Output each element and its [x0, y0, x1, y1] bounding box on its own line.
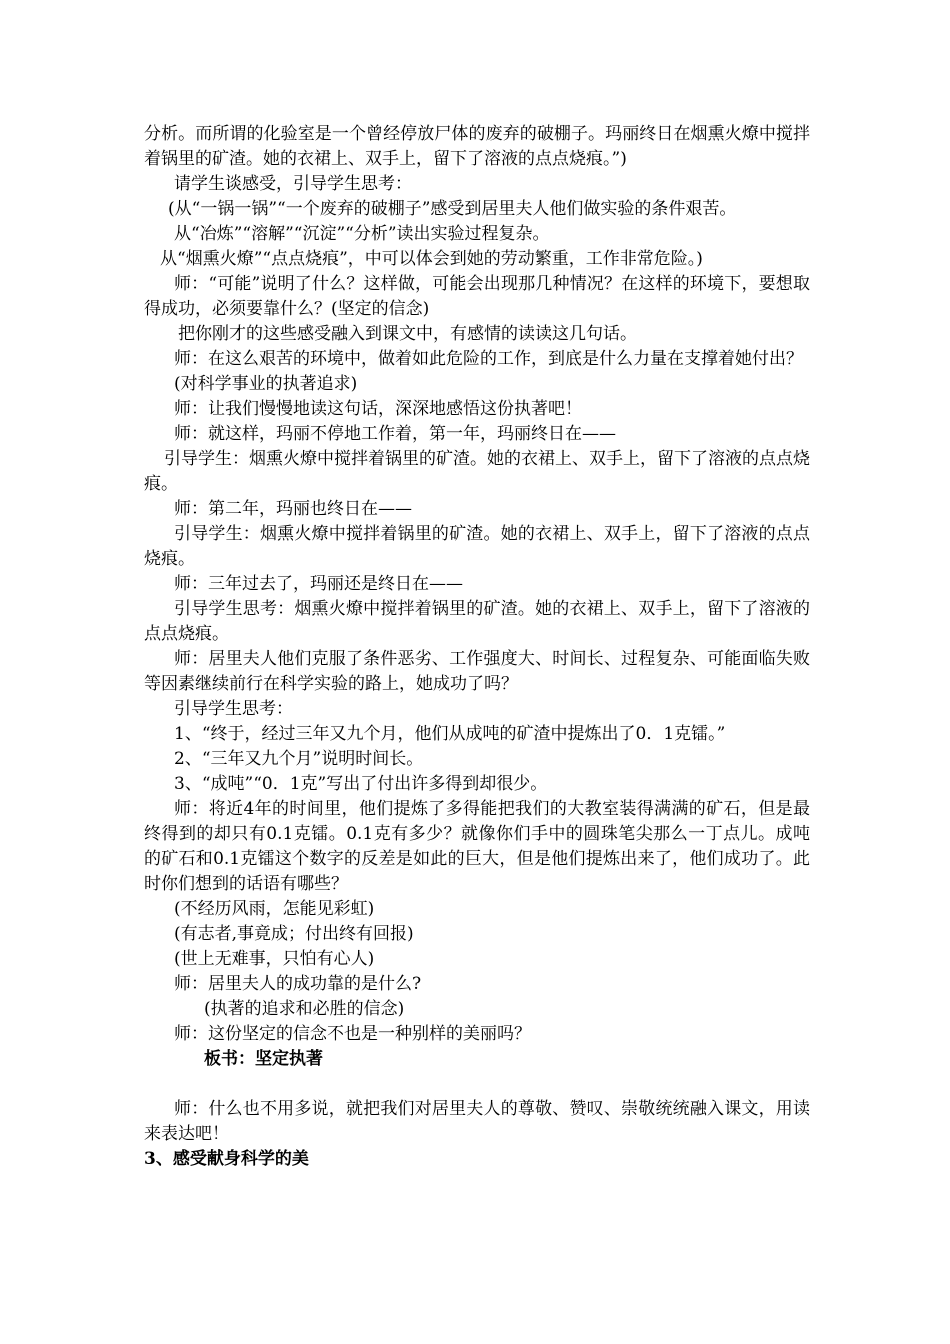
paragraph-14: 引导学生：烟熏火燎中搅拌着锅里的矿渣。她的衣裙上、双手上，留下了溶液的点点烧痕。 — [144, 524, 810, 569]
paragraph-19: 1、“终于，经过三年又九个月，他们从成吨的矿渣中提炼出了0．1克镭。” — [174, 724, 726, 744]
paragraph-2: 请学生谈感受，引导学生思考： — [174, 174, 412, 194]
paragraph-6: 师：“可能”说明了什么？这样做，可能会出现那几种情况？在这样的环境下，要想取得成功，必须要靠什么？(坚定的信念) — [144, 274, 810, 319]
document-body — [144, 122, 810, 1172]
paragraph-13: 师：第二年，玛丽也终日在—— — [174, 499, 412, 519]
paragraph-22: 师：将近4年的时间里，他们提炼了多得能把我们的大教室装得满满的矿石，但是最终得到的却只有0.1克镭。0.1克有多少？就像你们手中的圆珠笔尖那么一丁点儿。成吨的矿石和0.1克镭这个数字的反差是如此的巨大，但是他们提炼出来了，他们成功了。此时你们想到的话语有哪些？ — [144, 799, 810, 894]
paragraph-5: 从“烟熏火燎”“点点烧痕”，中可以体会到她的劳动繁重，工作非常危险。) — [160, 249, 703, 269]
paragraph-16: 引导学生思考：烟熏火燎中搅拌着锅里的矿渣。她的衣裙上、双手上，留下了溶液的点点烧痕。 — [144, 599, 810, 644]
paragraph-26: 师：居里夫人的成功靠的是什么? — [174, 974, 422, 994]
paragraph-3: (从“一锅一锅”“一个废弃的破棚子”感受到居里夫人他们做实验的条件艰苦。 — [168, 199, 737, 219]
paragraph-28: 师：这份坚定的信念不也是一种别样的美丽吗？ — [174, 1024, 531, 1044]
paragraph-25: (世上无难事，只怕有心人) — [174, 949, 375, 969]
paragraph-4: 从“冶炼”“溶解”“沉淀”“分析”读出实验过程复杂。 — [174, 224, 550, 244]
paragraph-20: 2、“三年又九个月”说明时间长。 — [174, 749, 424, 769]
paragraph-9: (对科学事业的执著追求) — [174, 374, 358, 394]
paragraph-17: 师：居里夫人他们克服了条件恶劣、工作强度大、时间长、过程复杂、可能面临失败等因素继续前行在科学实验的路上，她成功了吗？ — [144, 649, 810, 694]
paragraph-27: (执著的追求和必胜的信念) — [204, 999, 405, 1019]
paragraph-24: (有志者,事竟成；付出终有回报) — [174, 924, 414, 944]
paragraph-18: 引导学生思考： — [174, 699, 293, 719]
paragraph-11: 师：就这样，玛丽不停地工作着，第一年，玛丽终日在—— — [174, 424, 616, 444]
paragraph-15: 师：三年过去了，玛丽还是终日在—— — [174, 574, 463, 594]
paragraph-31: 师：什么也不用多说，就把我们对居里夫人的尊敬、赞叹、崇敬统统融入课文，用读来表达吧！ — [144, 1099, 810, 1144]
paragraph-21: 3、“成吨”“0．1克”写出了付出许多得到却很少。 — [174, 774, 548, 794]
paragraph-10: 师：让我们慢慢地读这句话，深深地感悟这份执著吧！ — [174, 399, 582, 419]
paragraph-7: 把你刚才的这些感受融入到课文中，有感情的读读这几句话。 — [178, 324, 637, 344]
paragraph-32: 3、感受献身科学的美 — [144, 1149, 309, 1169]
paragraph-12: 引导学生：烟熏火燎中搅拌着锅里的矿渣。她的衣裙上、双手上，留下了溶液的点点烧痕。 — [144, 449, 810, 494]
paragraph-30 — [144, 1072, 810, 1097]
paragraph-1: 分析。而所谓的化验室是一个曾经停放尸体的废弃的破棚子。玛丽终日在烟熏火燎中搅拌着锅里的矿渣。她的衣裙上、双手上，留下了溶液的点点烧痕。”) — [144, 124, 810, 169]
paragraph-23: (不经历风雨，怎能见彩虹) — [174, 899, 375, 919]
paragraph-8: 师：在这么艰苦的环境中，做着如此危险的工作，到底是什么力量在支撑着她付出？ — [174, 349, 803, 369]
paragraph-29: 板书：坚定执著 — [204, 1049, 323, 1069]
